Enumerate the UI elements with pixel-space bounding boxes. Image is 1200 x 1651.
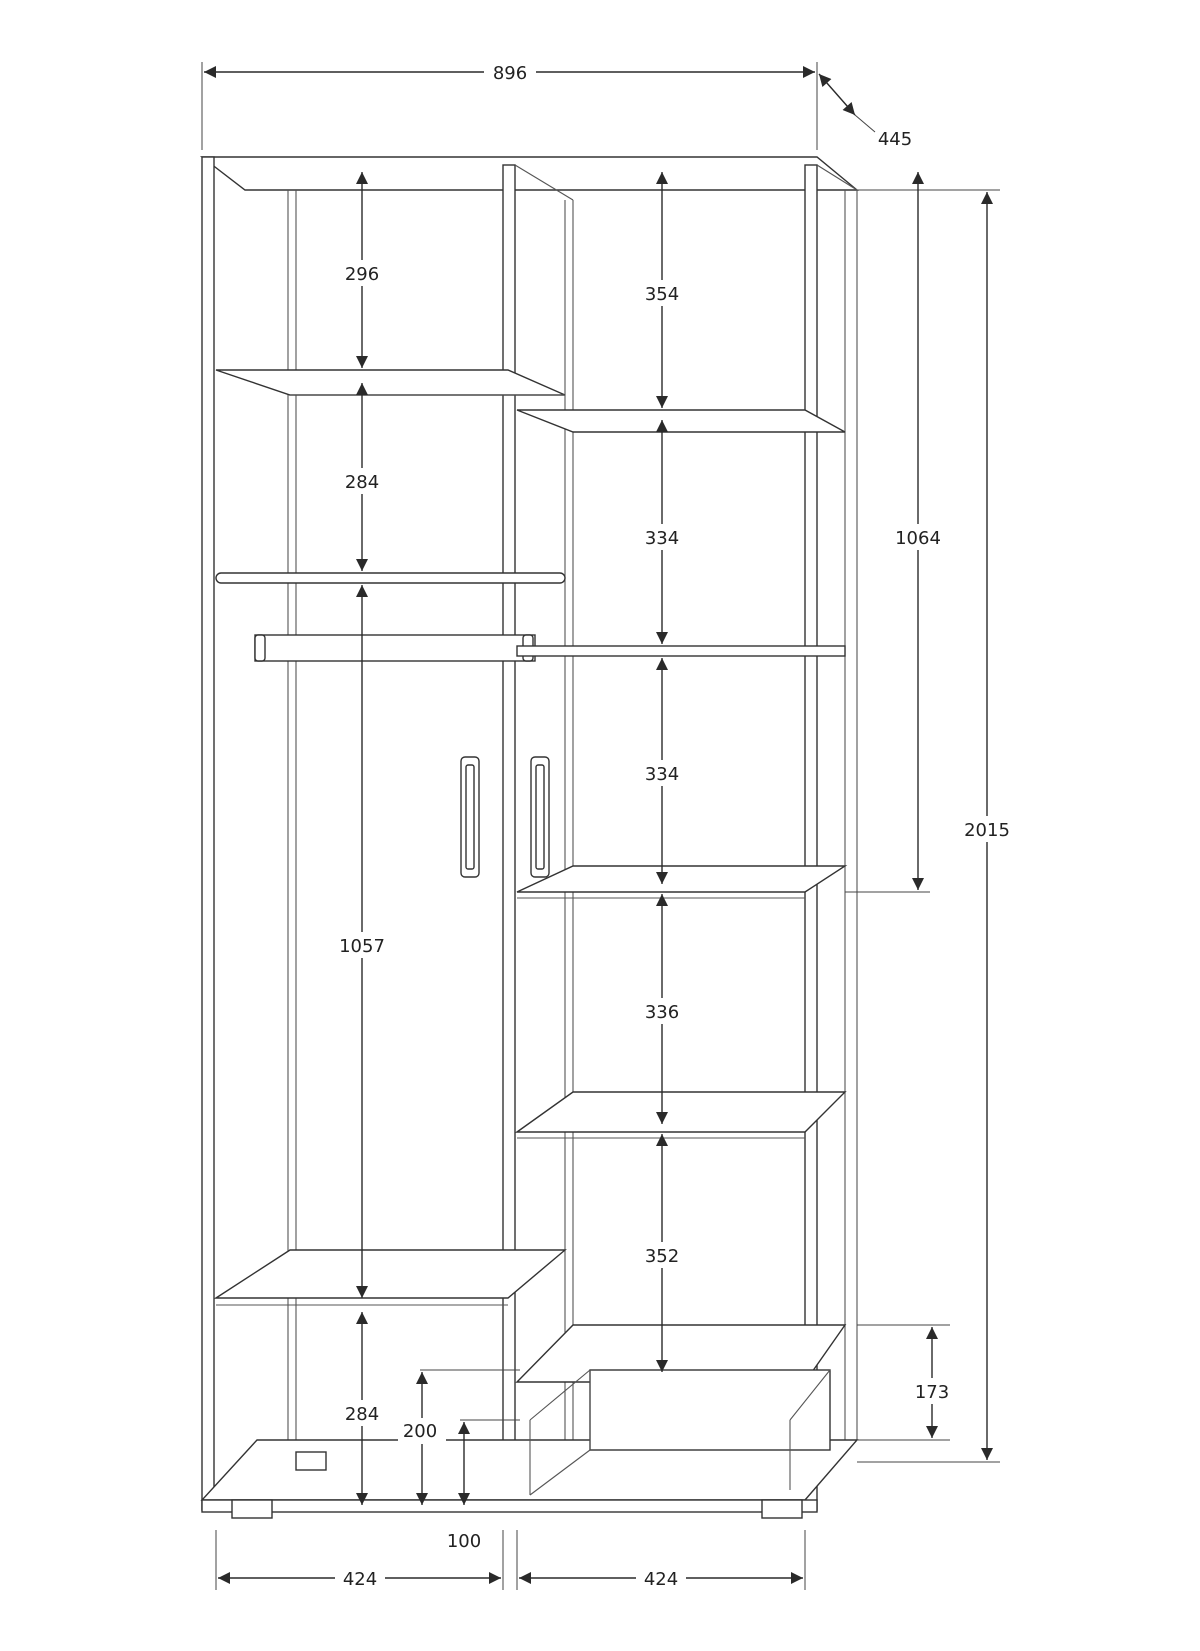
label-depth: 445 <box>877 129 913 150</box>
foot-right <box>762 1500 802 1518</box>
label-left-284-top: 284 <box>344 472 380 493</box>
rear-block <box>296 1452 326 1470</box>
label-right-334-b: 334 <box>644 764 680 785</box>
right-shelves <box>517 410 845 1495</box>
hanging-rail <box>255 635 535 661</box>
label-right-334-a: 334 <box>644 528 680 549</box>
foot-left <box>232 1500 272 1518</box>
right-shelf-1 <box>517 410 845 432</box>
cabinet-body <box>202 157 857 1518</box>
right-shelf-4 <box>517 1092 845 1132</box>
label-right-352: 352 <box>644 1246 680 1267</box>
label-right-336: 336 <box>644 1002 680 1023</box>
center-divider <box>503 165 515 1510</box>
left-side-panel <box>202 157 214 1510</box>
label-right-354: 354 <box>644 284 680 305</box>
label-drawer-height: 173 <box>914 1382 950 1403</box>
label-left-296: 296 <box>344 264 380 285</box>
left-shelf-3 <box>216 1250 565 1298</box>
label-total-width: 896 <box>492 63 528 84</box>
label-100: 100 <box>446 1531 482 1552</box>
left-shelf-1 <box>216 370 565 395</box>
drawer-box <box>590 1370 830 1450</box>
label-total-height: 2015 <box>964 820 1010 841</box>
label-right-width: 424 <box>643 1569 679 1590</box>
right-shelf-2 <box>517 646 845 656</box>
right-shelf-3 <box>517 866 845 892</box>
right-side-panel <box>805 165 817 1510</box>
label-left-284-bottom: 284 <box>344 1404 380 1425</box>
label-upper-height: 1064 <box>895 528 941 549</box>
label-200: 200 <box>402 1421 438 1442</box>
left-shelf-2 <box>216 573 565 583</box>
dim-line-depth <box>819 74 855 115</box>
bottom-front-edge <box>202 1500 817 1512</box>
label-left-1057: 1057 <box>339 936 385 957</box>
label-left-width: 424 <box>342 1569 378 1590</box>
